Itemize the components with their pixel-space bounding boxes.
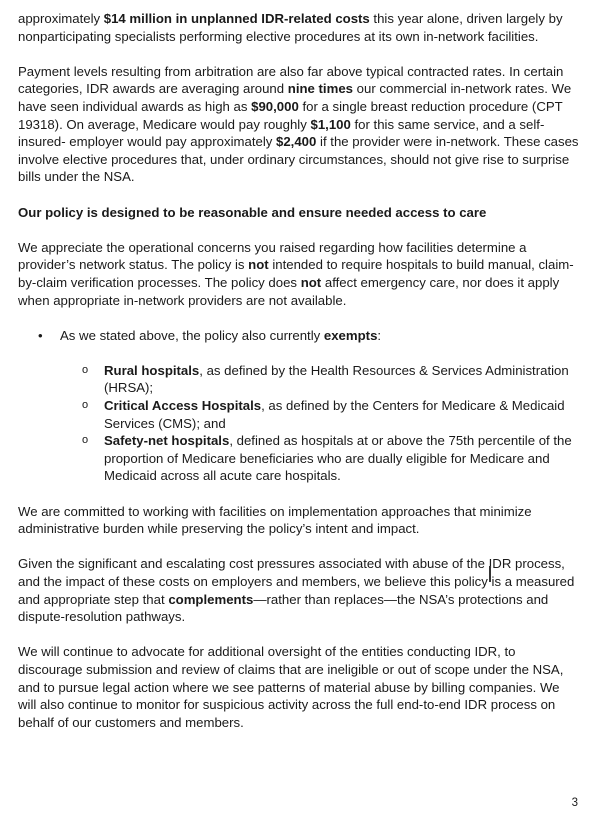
- exemption-sublist: [60, 362, 580, 485]
- sub-list-item: o Rural hospitals, as defined by the Health Resources & Services Administration (HRSA);: [82, 362, 569, 396]
- bold-complements: complements: [168, 591, 254, 607]
- paragraph-operational-concerns: We appreciate the operational concerns you raised regarding how facilities determine a provider’s network status. The policy is not intended to require hospitals to build manual, claim-by-claim verification processes. The policy does not affect emergency care, nor does it apply when appropriate in-network providers are not available.: [18, 239, 574, 308]
- document-page: [18, 10, 580, 749]
- page-number: 3: [571, 797, 578, 809]
- bold-cost-figure: $14 million in unplanned IDR-related costs: [103, 11, 370, 26]
- paragraph-payment-levels: Payment levels resulting from arbitration are also far above typical contracted rates. In certain categories, IDR awards are averaging around nine times our commercial in-network rates. We have seen individual awards as high as $90,000 for a single breast reduction procedure (CPT 19318). On average, Medicare would pay roughly $1,100 for this same service, and a self-insured- employer would pay approximately $2,400 if the provider were in-network. These cases involve elective procedures that, under ordinary circumstances, should not give rise to surprise bills under the NSA.: [18, 63, 579, 185]
- exemptions-list: [18, 327, 580, 485]
- bold-not-2: not: [300, 274, 322, 290]
- sub-list-item: o Critical Access Hospitals, as defined by the Centers for Medicare & Medicaid Services (CMS); and: [82, 398, 565, 431]
- bold-employer-amount: $2,400: [276, 134, 317, 150]
- circle-bullet-icon: o: [82, 363, 89, 376]
- circle-bullet-icon: o: [82, 434, 89, 447]
- bold-not-1: not: [248, 257, 269, 273]
- bold-medicare-amount: $1,100: [310, 116, 351, 132]
- bold-nine-times: nine times: [287, 81, 353, 97]
- bold-award-amount: $90,000: [251, 98, 299, 114]
- paragraph-commitment: We are committed to working with facilities on implementation approaches that minimize administrative burden while preserving the policy’s intent and impact.: [18, 503, 532, 537]
- list-item: • As we stated above, the policy also currently exempts: o Rural hospitals, as defined by the Health Resources & Services Administration (HRSA); o Critical Access Hospitals, as defined by the Centers for Medicare & Medicaid Services (CMS); and o Safety-net hospitals, defined as hospitals at or above the 75th percentile of the proportion of Medicare beneficiaries who are dually eligible for Medicare and Medicaid across all acute care hospitals.: [18, 327, 580, 485]
- circle-bullet-icon: o: [82, 399, 89, 412]
- sub-list-item: o Safety-net hospitals, defined as hospitals at or above the 75th percentile of the proportion of Medicare beneficiaries who are dually eligible for Medicare and Medicaid across all acute care hospitals.: [82, 433, 572, 484]
- section-heading: Our policy is designed to be reasonable and ensure needed access to care: [18, 204, 487, 220]
- paragraph-advocacy: We will continue to advocate for additional oversight of the entities conducting IDR, to discourage submission and review of claims that are ineligible or out of scope under the NSA, and to pursue legal action where we see patterns of material abuse by billing companies. We will also continue to monitor for suspicious activity across the full end-to-end IDR process on behalf of our customers and members.: [18, 644, 564, 730]
- bullet-icon: •: [38, 327, 43, 343]
- paragraph-idr-costs: approximately $14 million in unplanned IDR-related costs this year alone, driven largely by nonparticipating specialists performing elective procedures at its own in-network facilities.: [18, 11, 563, 44]
- paragraph-cost-pressures: Given the significant and escalating cost pressures associated with abuse of the IDR process, and the impact of these costs on employers and members, we believe this policy is a measured and appropriate step that complements—rather than replaces—the NSA’s protections and dispute-resolution pathways.: [18, 556, 575, 625]
- bold-exempts: exempts: [323, 327, 378, 343]
